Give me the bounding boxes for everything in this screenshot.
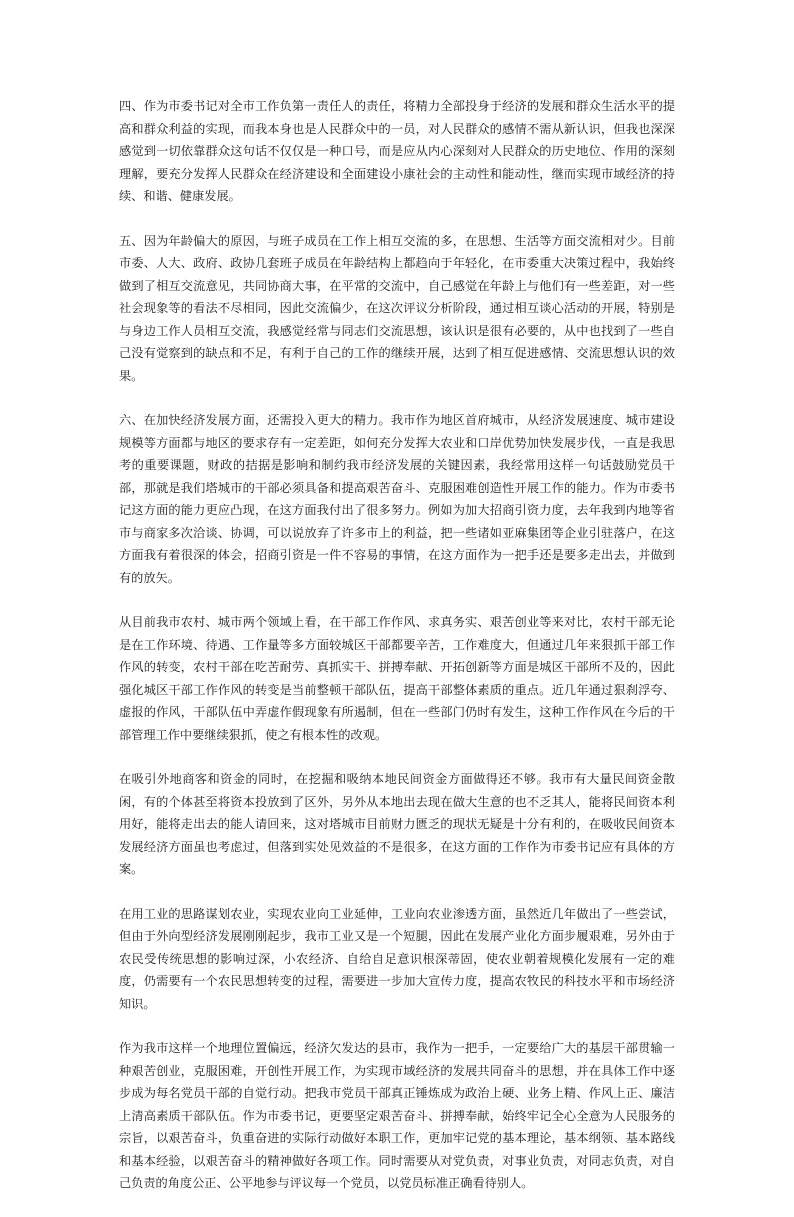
paragraph-item-4: 四、作为市委书记对全市工作负第一责任人的责任，将精力全部投身于经济的发展和群众生活水平的提高和群众利益的实现，而我本身也是人民群众中的一员，对人民群众的感情不需从新认识，但我也深深感觉到一切依靠群众这句话不仅仅是一种口号，而是应从内心深刻对人民群众的历史地位、作用的深刻理解，要充分发挥人民群众在经济建设和全面建设小康社会的主动性和能动性，继而实现市域经济的持续、和谐、健康发展。 <box>119 99 675 203</box>
paragraph-cadre-style: 从目前我市农村、城市两个领域上看，在干部工作作风、求真务实、艰苦创业等来对比，农村干部无论是在工作环境、待遇、工作量等多方面较城区干部都要辛苦，工作难度大，但通过几年来狠抓干部工作作风的转变，农村干部在吃苦耐劳、真抓实干、拼搏奉献、开拓创新等方面是城区干部所不及的，因此强化城区干部工作作风的转变是当前整顿干部队伍，提高干部整体素质的重点。近几年通过狠刹浮夸、虚报的作风，干部队伍中弄虚作假现象有所遏制，但在一些部门仍时有发生，这种工作作风在今后的干部管理工作中要继续狠抓，使之有根本性的改观。 <box>119 615 675 742</box>
paragraph-item-5: 五、因为年龄偏大的原因，与班子成员在工作上相互交流的多，在思想、生活等方面交流相对少。目前市委、人大、政府、政协几套班子成员在年龄结构上都趋向于年轻化，在市委重大决策过程中，我始终做到了相互交流意见，共同协商大事，在平常的交流中，自己感觉在年龄上与他们有一些差距，对一些社会现象等的看法不尽相同，因此交流偏少，在这次评议分析阶段，通过相互谈心活动的开展，特别是与身边工作人员相互交流，我感觉经常与同志们交流思想，该认识是很有必要的，从中也找到了一些自己没有觉察到的缺点和不足，有利于自己的工作的继续开展，达到了相互促进感情、交流思想认识的效果。 <box>119 233 675 383</box>
paragraph-hard-work: 作为我市这样一个地理位置偏远，经济欠发达的县市，我作为一把手，一定要给广大的基层干部贯输一种艰苦创业，克服困难，开创性开展工作，为实现市域经济的发展共同奋斗的思想，并在具体工作中逐步成为每名党员干部的自觉行动。把我市党员干部真正锤炼成为政治上硬、业务上精、作风上正、廉洁上清高素质干部队伍。作为市委书记，更要坚定艰苦奋斗、拼搏奉献，始终牢记全心全意为人民服务的宗旨，以艰苦奋斗，负重奋进的实际行动做好本职工作，更加牢记党的基本理论，基本纲领、基本路线和基本经验，以艰苦奋斗的精神做好各项工作。同时需要从对党负责，对事业负责，对同志负责，对自己负责的角度公正、公平地参与评议每一个党员，以党员标准正确看待别人。 <box>119 1041 675 1190</box>
document-page <box>119 95 675 1217</box>
paragraph-item-6: 六、在加快经济发展方面，还需投入更大的精力。我市作为地区首府城市，从经济发展速度、城市建设规模等方面都与地区的要求存有一定差距，如何充分发挥大农业和口岸优势加快发展步伐，一直是我思考的重要课题，财政的拮据是影响和制约我市经济发展的关键因素，我经常用这样一句话鼓励党员干部，那就是我们塔城市的干部必须具备和提高艰苦奋斗、克服困难创造性开展工作的能力。作为市委书记这方面的能力更应凸现，在这方面我付出了很多努力。例如为加大招商引资力度，去年我到内地等省市与商家多次洽谈、协调，可以说放弃了许多市上的利益，把一些诸如亚麻集团等企业引驻落户，在这方面我有着很深的体会，招商引资是一件不容易的事情，在这方面作为一把手还是要多走出去，并做到有的放矢。 <box>119 413 675 585</box>
paragraph-private-capital: 在吸引外地商客和资金的同时，在挖掘和吸纳本地民间资金方面做得还不够。我市有大量民间资金散闲，有的个体甚至将资本投放到了区外，另外从本地出去现在做大生意的也不乏其人，能将民间资本利用好，能将走出去的能人请回来，这对塔城市目前财力匮乏的现状无疑是十分有利的，在吸收民间资本发展经济方面虽也考虑过，但落到实处见效益的不是很多，在这方面的工作作为市委书记应有具体的方案。 <box>119 772 675 876</box>
paragraph-industrial-agriculture: 在用工业的思路谋划农业，实现农业向工业延伸，工业向农业渗透方面，虽然近几年做出了一些尝试，但由于外向型经济发展刚刚起步，我市工业又是一个短腿，因此在发展产业化方面步履艰难，另外由于农民受传统思想的影响过深，小农经济、自给自足意识根深蒂固，使农业朝着规模化发展有一定的难度，仍需要有一个农民思想转变的过程，需要进一步加大宣传力度，提高农牧民的科技水平和市场经济知识。 <box>119 906 675 1011</box>
